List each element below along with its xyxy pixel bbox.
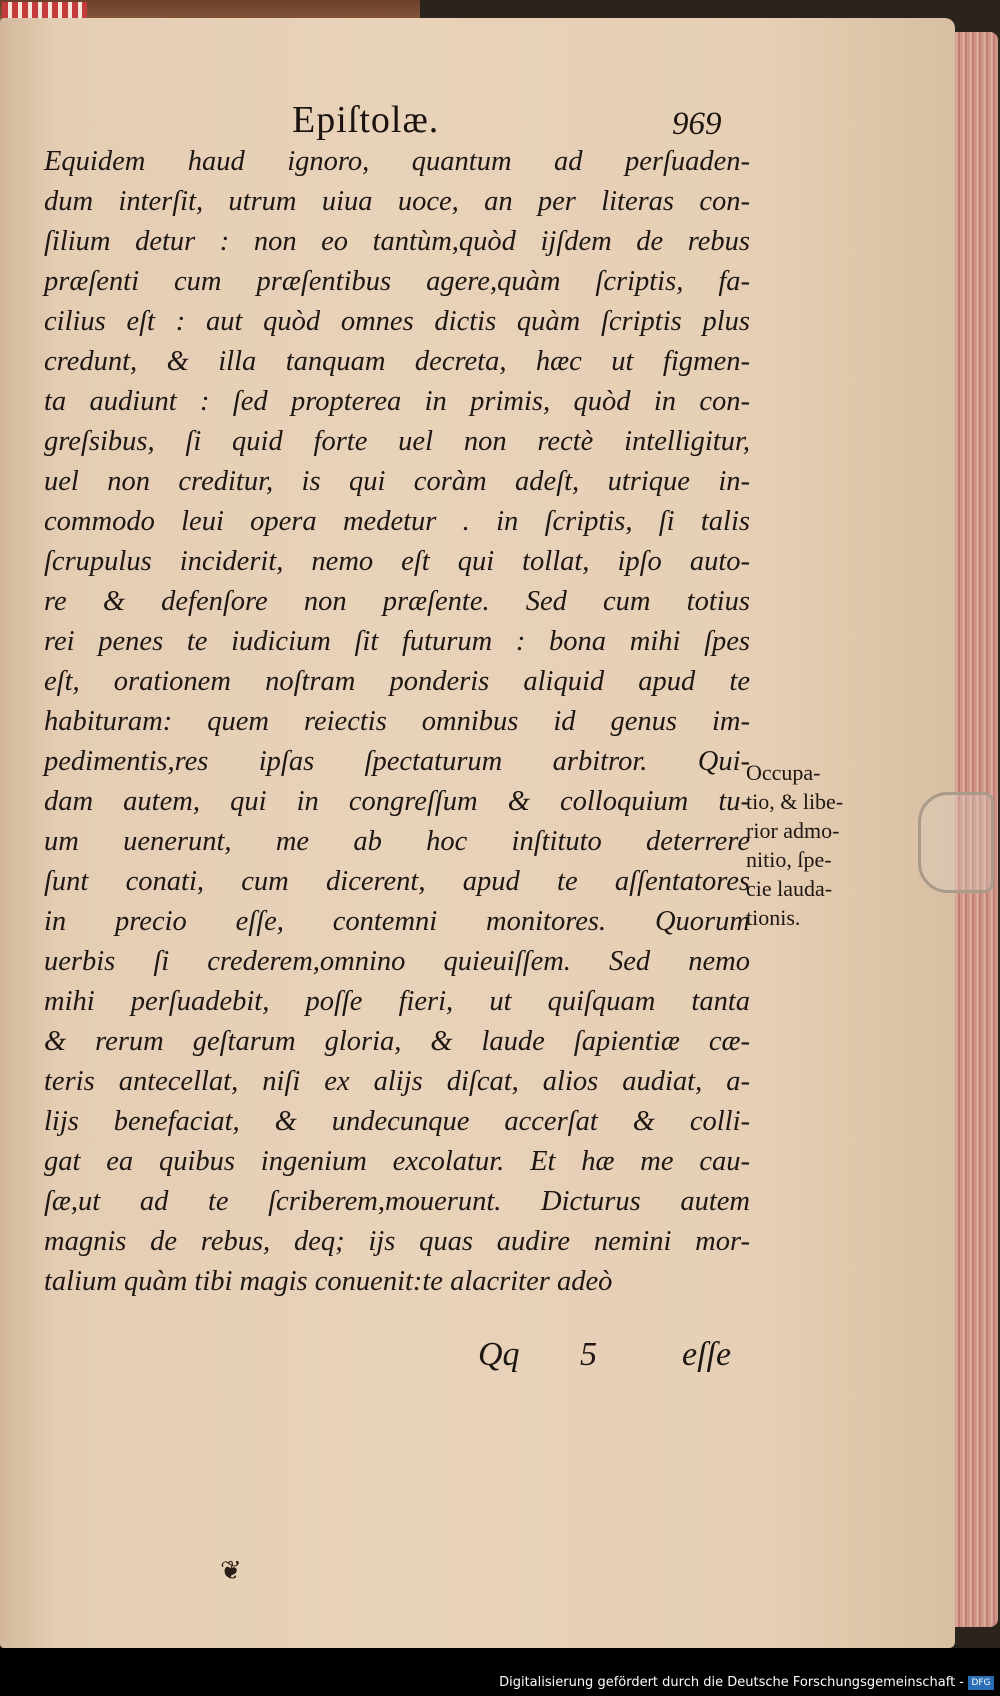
text-line: talium quàm tibi magis conuenit:te alacriter adeò: [44, 1266, 613, 1297]
text-line: præſenti cum præſentibus agere,quàm ſcriptis, fa-: [44, 266, 750, 297]
marginal-line: tio, & libe-: [746, 789, 844, 814]
text-line: uerbis ſi crederem,omnino quieuiſſem. Sed nemo: [44, 946, 750, 977]
book-page: [0, 18, 955, 1648]
marginal-line: tionis.: [746, 905, 801, 930]
marginal-line: Occupa-: [746, 760, 821, 785]
text-line: pedimentis,res ipſas ſpectaturum arbitror. Qui-: [44, 746, 750, 777]
body-text: [44, 142, 750, 1302]
footer-bar: [0, 1648, 1000, 1696]
text-line: ſunt conati, cum dicerent, apud te aſſentatores: [44, 866, 750, 897]
marginal-line: nitio, ſpe-: [746, 847, 832, 872]
text-line: habituram: quem reiectis omnibus id genus im-: [44, 706, 750, 737]
marginal-line: rior admo-: [746, 818, 840, 843]
text-line: & rerum geſtarum gloria, & laude ſapientiæ cæ-: [44, 1026, 750, 1057]
funding-credit: Digitalisierung gefördert durch die Deutsche Forschungsgemeinschaft -: [499, 1675, 964, 1690]
text-line: magnis de rebus, deq; ijs quas audire nemini mor-: [44, 1226, 750, 1257]
text-line: dam autem, qui in congreſſum & colloquium tu-: [44, 786, 750, 817]
text-line: cilius eſt : aut quòd omnes dictis quàm ſcriptis plus: [44, 306, 750, 337]
ornament-icon: ❦: [220, 1556, 242, 1586]
running-title: Epiſtolæ.: [292, 99, 440, 141]
text-line: uel non creditur, is qui coràm adeſt, utrique in-: [44, 466, 750, 497]
text-line: commodo leui opera medetur . in ſcriptis, ſi talis: [44, 506, 750, 537]
catchword-line: [0, 1336, 955, 1386]
dfg-logo-icon: DFG: [968, 1676, 994, 1690]
text-line: ſæ,ut ad te ſcriberem,mouerunt. Dicturus autem: [44, 1186, 750, 1217]
marginal-line: cie lauda-: [746, 876, 833, 901]
text-line: Equidem haud ignoro, quantum ad perſuaden-: [44, 146, 750, 177]
text-line: gat ea quibus ingenium excolatur. Et hæ me cau-: [44, 1146, 750, 1177]
text-line: rei penes te iudicium ſit futurum : bona mihi ſpes: [44, 626, 750, 657]
text-line: credunt, & illa tanquam decreta, hæc ut figmen-: [44, 346, 750, 377]
text-line: teris antecellat, niſi ex alijs diſcat, alios audiat, a-: [44, 1066, 750, 1097]
text-line: ta audiunt : ſed propterea in primis, quòd in con-: [44, 386, 750, 417]
page-number: 969: [672, 106, 722, 142]
text-line: eſt, orationem noſtram ponderis aliquid apud te: [44, 666, 750, 697]
text-line: greſsibus, ſi quid forte uel non rectè intelligitur,: [44, 426, 750, 457]
text-line: ſcrupulus inciderit, nemo eſt qui tollat, ipſo auto-: [44, 546, 750, 577]
text-line: um uenerunt, me ab hoc inſtituto deterrere: [44, 826, 750, 857]
signature-number: 5: [580, 1336, 597, 1373]
running-head: [0, 98, 955, 148]
text-line: re & defenſore non præſente. Sed cum totius: [44, 586, 750, 617]
text-line: ſilium detur : non eo tantùm,quòd ijſdem de rebus: [44, 226, 750, 257]
text-line: mihi perſuadebit, poſſe fieri, ut quiſquam tanta: [44, 986, 750, 1017]
catchword: eſſe: [682, 1336, 732, 1373]
text-line: lijs benefaciat, & undecunque accerſat & colli-: [44, 1106, 750, 1137]
signature-mark: Qq: [478, 1336, 520, 1373]
marginal-note: [746, 758, 876, 932]
text-line: dum interſit, utrum uiua uoce, an per literas con-: [44, 186, 750, 217]
page-clip: [918, 792, 994, 893]
text-line: in precio eſſe, contemni monitores. Quorum: [44, 906, 750, 937]
